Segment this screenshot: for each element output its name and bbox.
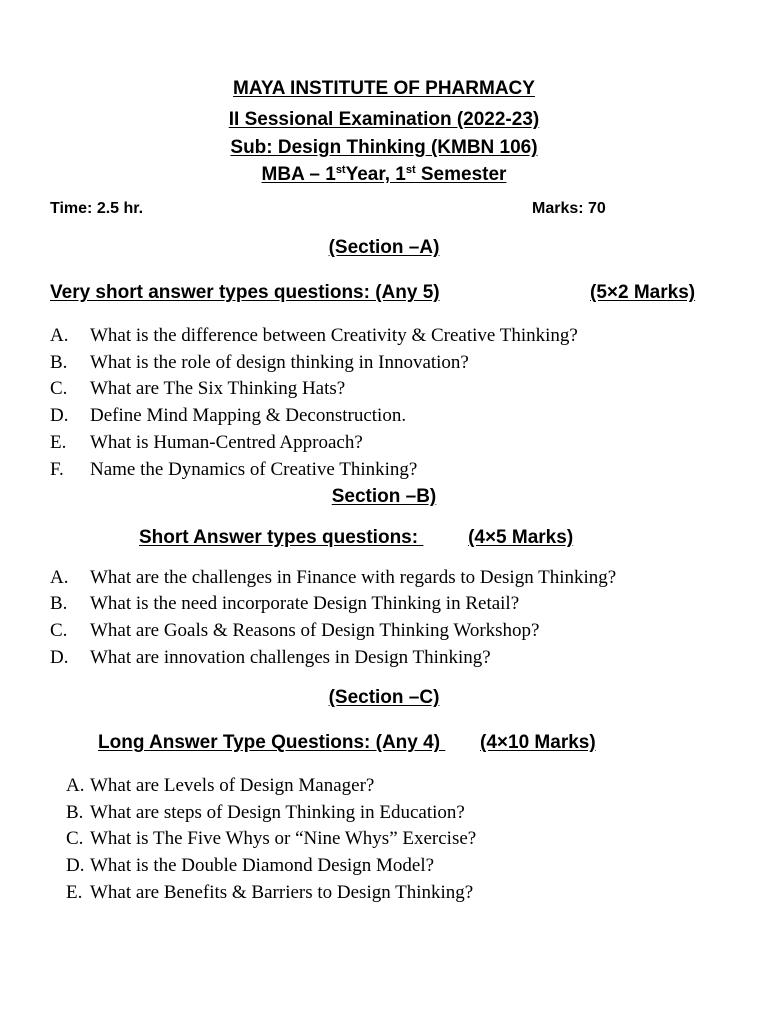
section-c-instruction: Long Answer Type Questions: (Any 4) bbox=[98, 732, 441, 753]
section-b-marks: (4×5 Marks) bbox=[468, 527, 574, 548]
list-item: F. Name the Dynamics of Creative Thinking? bbox=[50, 459, 418, 480]
list-item: D. Define Mind Mapping & Deconstruction. bbox=[50, 405, 407, 426]
marks-label: Marks: 70 bbox=[532, 200, 606, 217]
list-item: A. What is the difference between Creativity & Creative Thinking? bbox=[50, 325, 578, 346]
list-item: D. What is the Double Diamond Design Model? bbox=[66, 855, 435, 876]
list-item: A. What are the challenges in Finance with regards to Design Thinking? bbox=[50, 567, 617, 588]
list-item: B. What is the need incorporate Design Thinking in Retail? bbox=[50, 593, 520, 614]
section-c-heading bbox=[98, 732, 596, 754]
list-item: B. What are steps of Design Thinking in Education? bbox=[66, 802, 465, 823]
section-a-marks: (5×2 Marks) bbox=[590, 282, 696, 303]
section-b-heading bbox=[139, 527, 573, 549]
list-item: C. What are The Six Thinking Hats? bbox=[50, 378, 346, 399]
list-item: C. What are Goals & Reasons of Design Thinking Workshop? bbox=[50, 620, 540, 641]
list-item: E. What are Benefits & Barriers to Design Thinking? bbox=[66, 882, 474, 903]
list-item: D. What are innovation challenges in Design Thinking? bbox=[50, 647, 491, 668]
section-b-gap bbox=[418, 527, 468, 549]
section-c-gap bbox=[440, 732, 480, 754]
section-b-instruction: Short Answer types questions: bbox=[139, 527, 419, 548]
section-c-title: (Section –C) bbox=[328, 687, 440, 708]
section-a-instruction: Very short answer types questions: (Any 5) bbox=[50, 282, 440, 303]
list-item: B. What is the role of design thinking in Innovation? bbox=[50, 352, 469, 373]
course-suffix: Semester bbox=[415, 164, 507, 185]
course-title bbox=[0, 164, 768, 186]
course-sup-2: st bbox=[405, 164, 416, 176]
list-item: A. What are Levels of Design Manager? bbox=[66, 775, 375, 796]
exam-title: II Sessional Examination (2022-23) bbox=[228, 109, 540, 130]
list-item: C. What is The Five Whys or “Nine Whys” Exercise? bbox=[66, 828, 477, 849]
course-prefix: MBA – 1 bbox=[261, 164, 336, 185]
subject-title: Sub: Design Thinking (KMBN 106) bbox=[230, 137, 538, 158]
section-c-marks: (4×10 Marks) bbox=[480, 732, 596, 753]
section-a-title: (Section –A) bbox=[328, 237, 440, 258]
time-label: Time: 2.5 hr. bbox=[50, 200, 144, 217]
course-sup-1: st bbox=[335, 164, 346, 176]
section-b-title: Section –B) bbox=[331, 486, 437, 507]
course-mid: Year, 1 bbox=[345, 164, 406, 185]
institute-name: MAYA INSTITUTE OF PHARMACY bbox=[233, 78, 535, 99]
list-item: E. What is Human-Centred Approach? bbox=[50, 432, 363, 453]
